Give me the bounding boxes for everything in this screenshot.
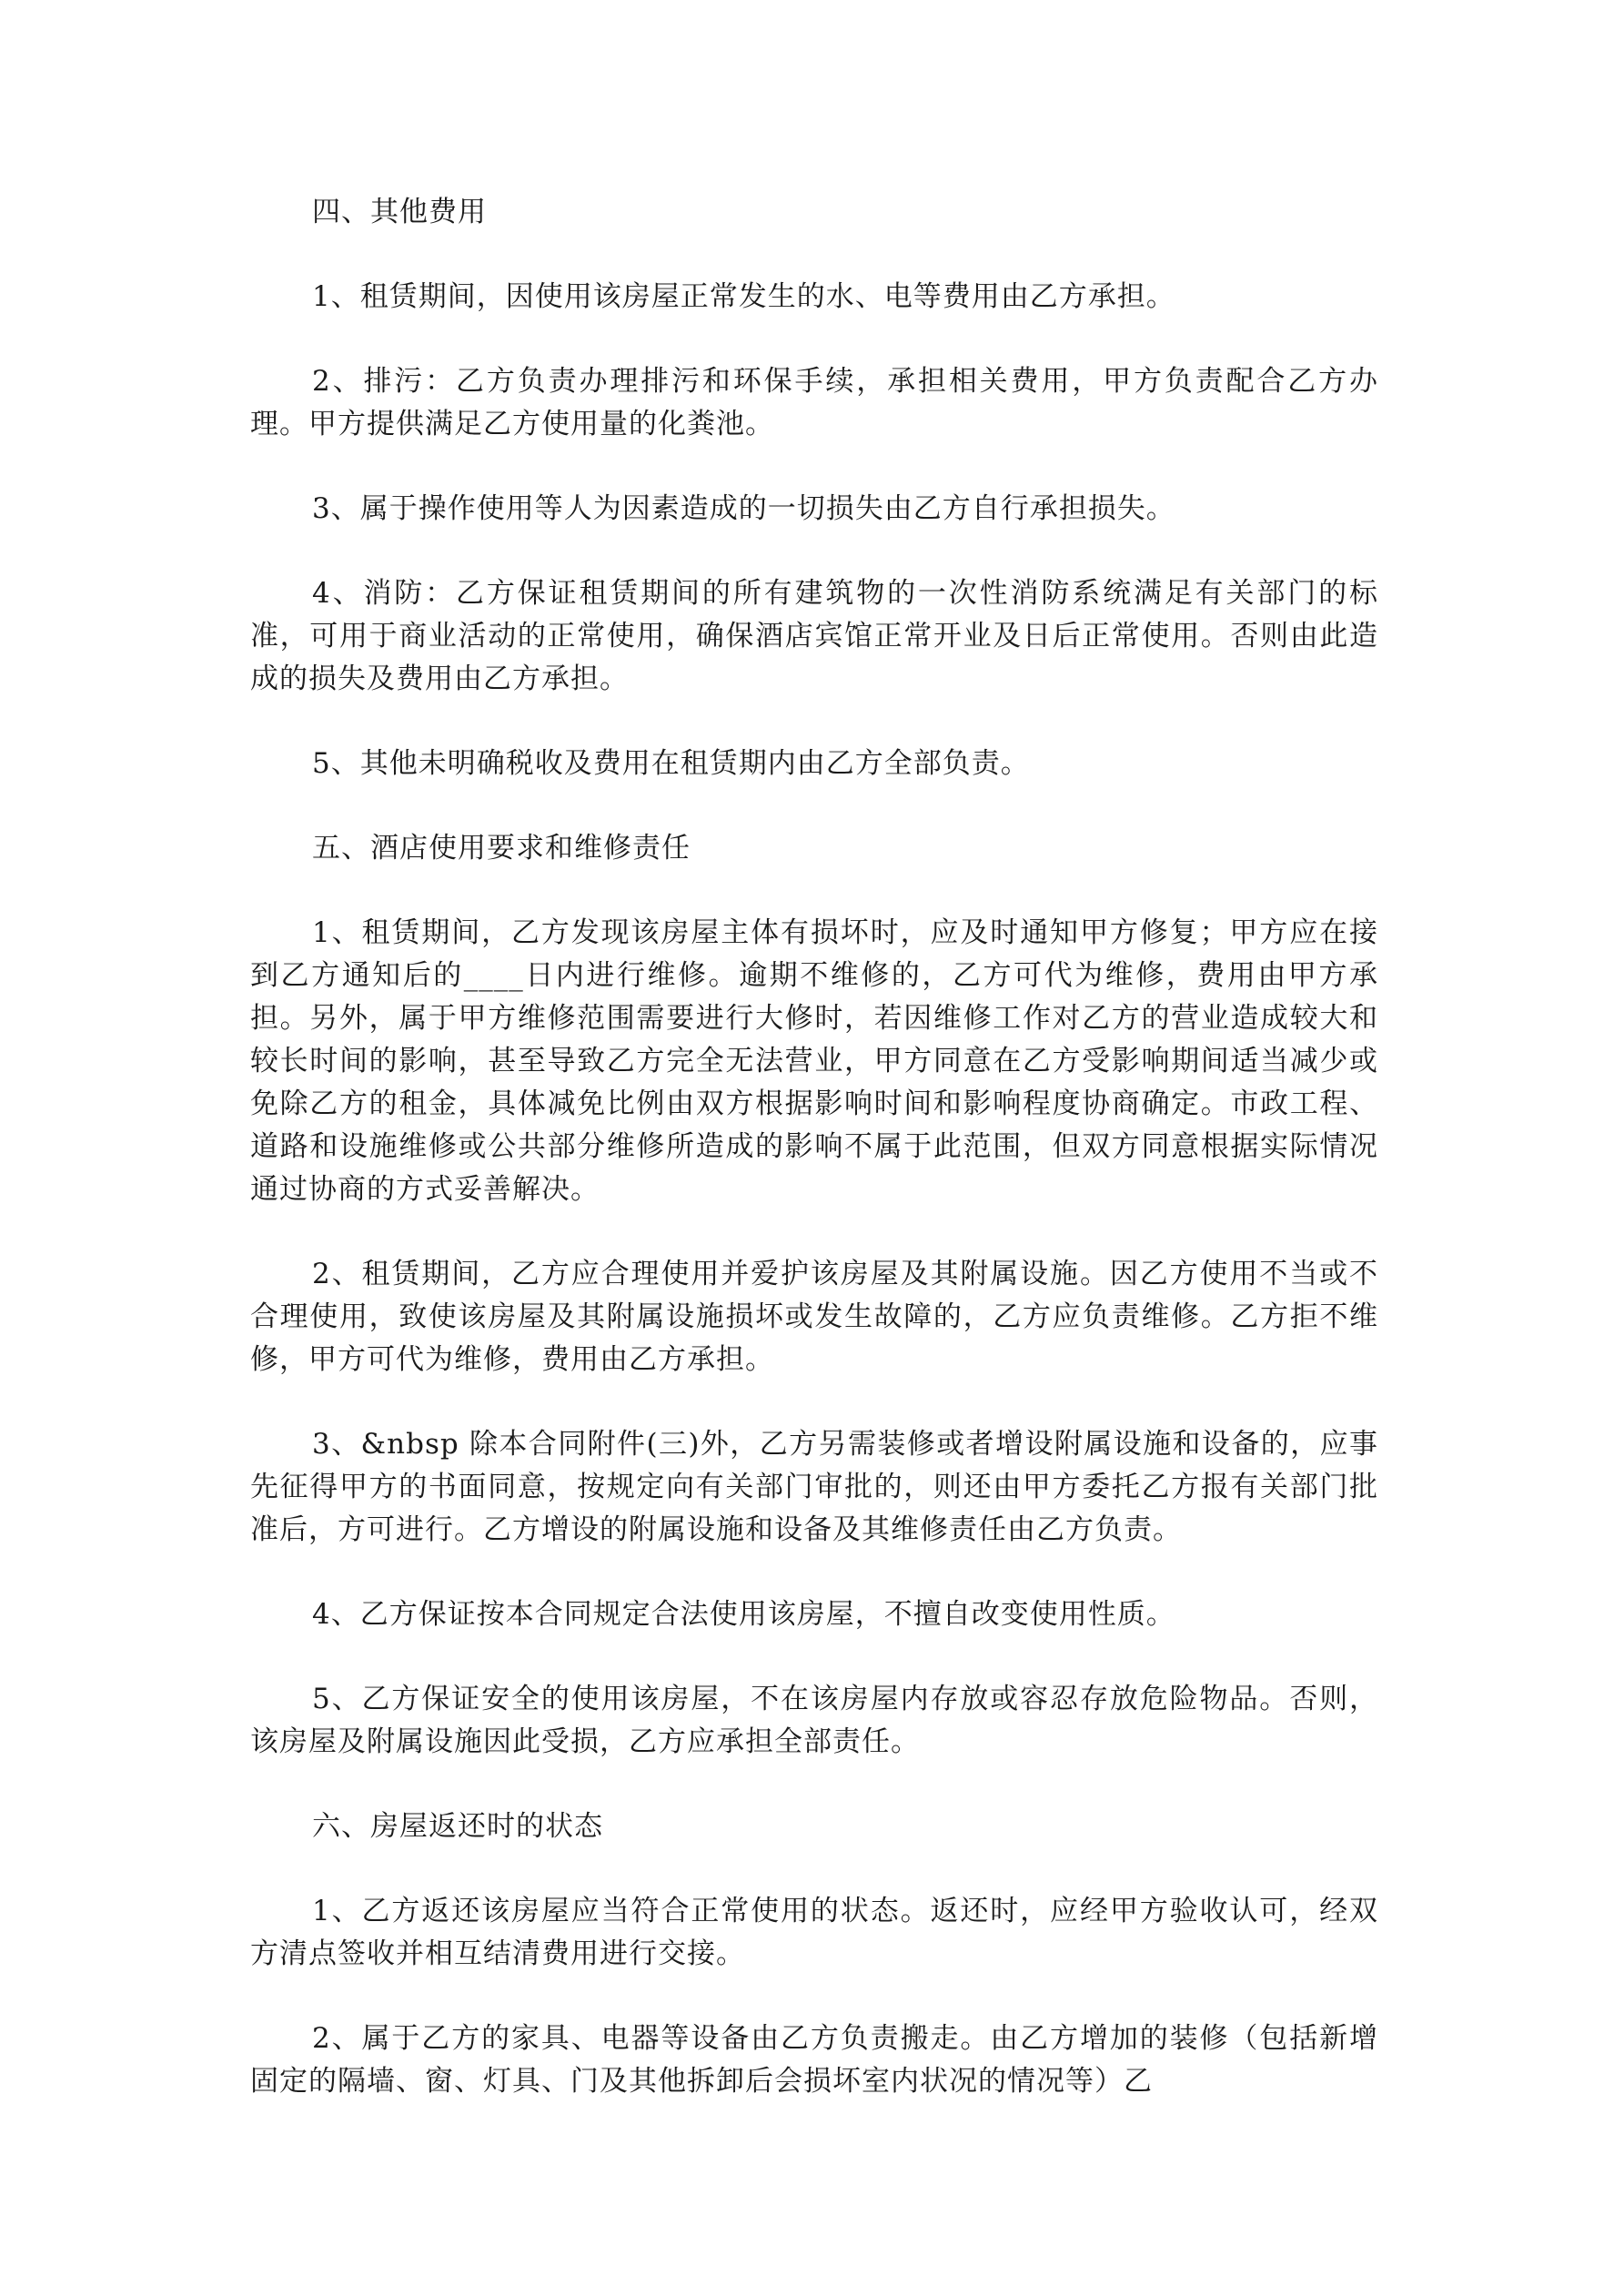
clause-paragraph: 1、租赁期间，乙方发现该房屋主体有损坏时，应及时通知甲方修复；甲方应在接到乙方通知后的____日内进行维修。逾期不维修的，乙方可代为维修，费用由甲方承担。另外，属于甲方维修范围需要进行大修时，若因维修工作对乙方的营业造成较大和较长时间的影响，甚至导致乙方完全无法营业，甲方同意在乙方受影响期间适当减少或免除乙方的租金，具体减免比例由双方根据影响时间和影响程度协商确定。市政工程、道路和设施维修或公共部分维修所造成的影响不属于此范围，但双方同意根据实际情况通过协商的方式妥善解决。 xyxy=(250,916,1378,1206)
clause-paragraph: 2、属于乙方的家具、电器等设备由乙方负责搬走。由乙方增加的装修（包括新增固定的隔墙、窗、灯具、门及其他拆卸后会损坏室内状况的情况等）乙 xyxy=(250,2022,1378,2098)
section-heading-other-fees: 四、其他费用 xyxy=(312,196,487,228)
clause-paragraph: 5、其他未明确税收及费用在租赁期内由乙方全部负责。 xyxy=(312,747,1030,780)
clause-paragraph: 4、消防：乙方保证租赁期间的所有建筑物的一次性消防系统满足有关部门的标准，可用于商业活动的正常使用，确保酒店宾馆正常开业及日后正常使用。否则由此造成的损失及费用由乙方承担。 xyxy=(250,577,1378,695)
clause-paragraph: 1、乙方返还该房屋应当符合正常使用的状态。返还时，应经甲方验收认可，经双方清点签收并相互结清费用进行交接。 xyxy=(250,1895,1378,1970)
section-heading-return-state: 六、房屋返还时的状态 xyxy=(312,1810,603,1843)
clause-paragraph: 3、属于操作使用等人为因素造成的一切损失由乙方自行承担损失。 xyxy=(312,492,1175,525)
clause-paragraph: 5、乙方保证安全的使用该房屋，不在该房屋内存放或容忍存放危险物品。否则，该房屋及附属设施因此受损，乙方应承担全部责任。 xyxy=(250,1683,1378,1758)
section-heading-maintenance: 五、酒店使用要求和维修责任 xyxy=(312,832,691,865)
clause-paragraph: 4、乙方保证按本合同规定合法使用该房屋，不擅自改变使用性质。 xyxy=(312,1598,1175,1631)
clause-paragraph: 2、租赁期间，乙方应合理使用并爱护该房屋及其附属设施。因乙方使用不当或不合理使用，致使该房屋及其附属设施损坏或发生故障的，乙方应负责维修。乙方拒不维修，甲方可代为维修，费用由乙方承担。 xyxy=(250,1258,1378,1376)
clause-paragraph: 2、排污：乙方负责办理排污和环保手续，承担相关费用，甲方负责配合乙方办理。甲方提供满足乙方使用量的化粪池。 xyxy=(250,365,1378,440)
document-body xyxy=(250,191,1378,2145)
clause-paragraph: 1、租赁期间，因使用该房屋正常发生的水、电等费用由乙方承担。 xyxy=(312,280,1175,313)
clause-paragraph: 3、&nbsp 除本合同附件(三)外，乙方另需装修或者增设附属设施和设备的，应事先征得甲方的书面同意，按规定向有关部门审批的，则还由甲方委托乙方报有关部门批准后，方可进行。乙方增设的附属设施和设备及其维修责任由乙方负责。 xyxy=(250,1428,1378,1546)
